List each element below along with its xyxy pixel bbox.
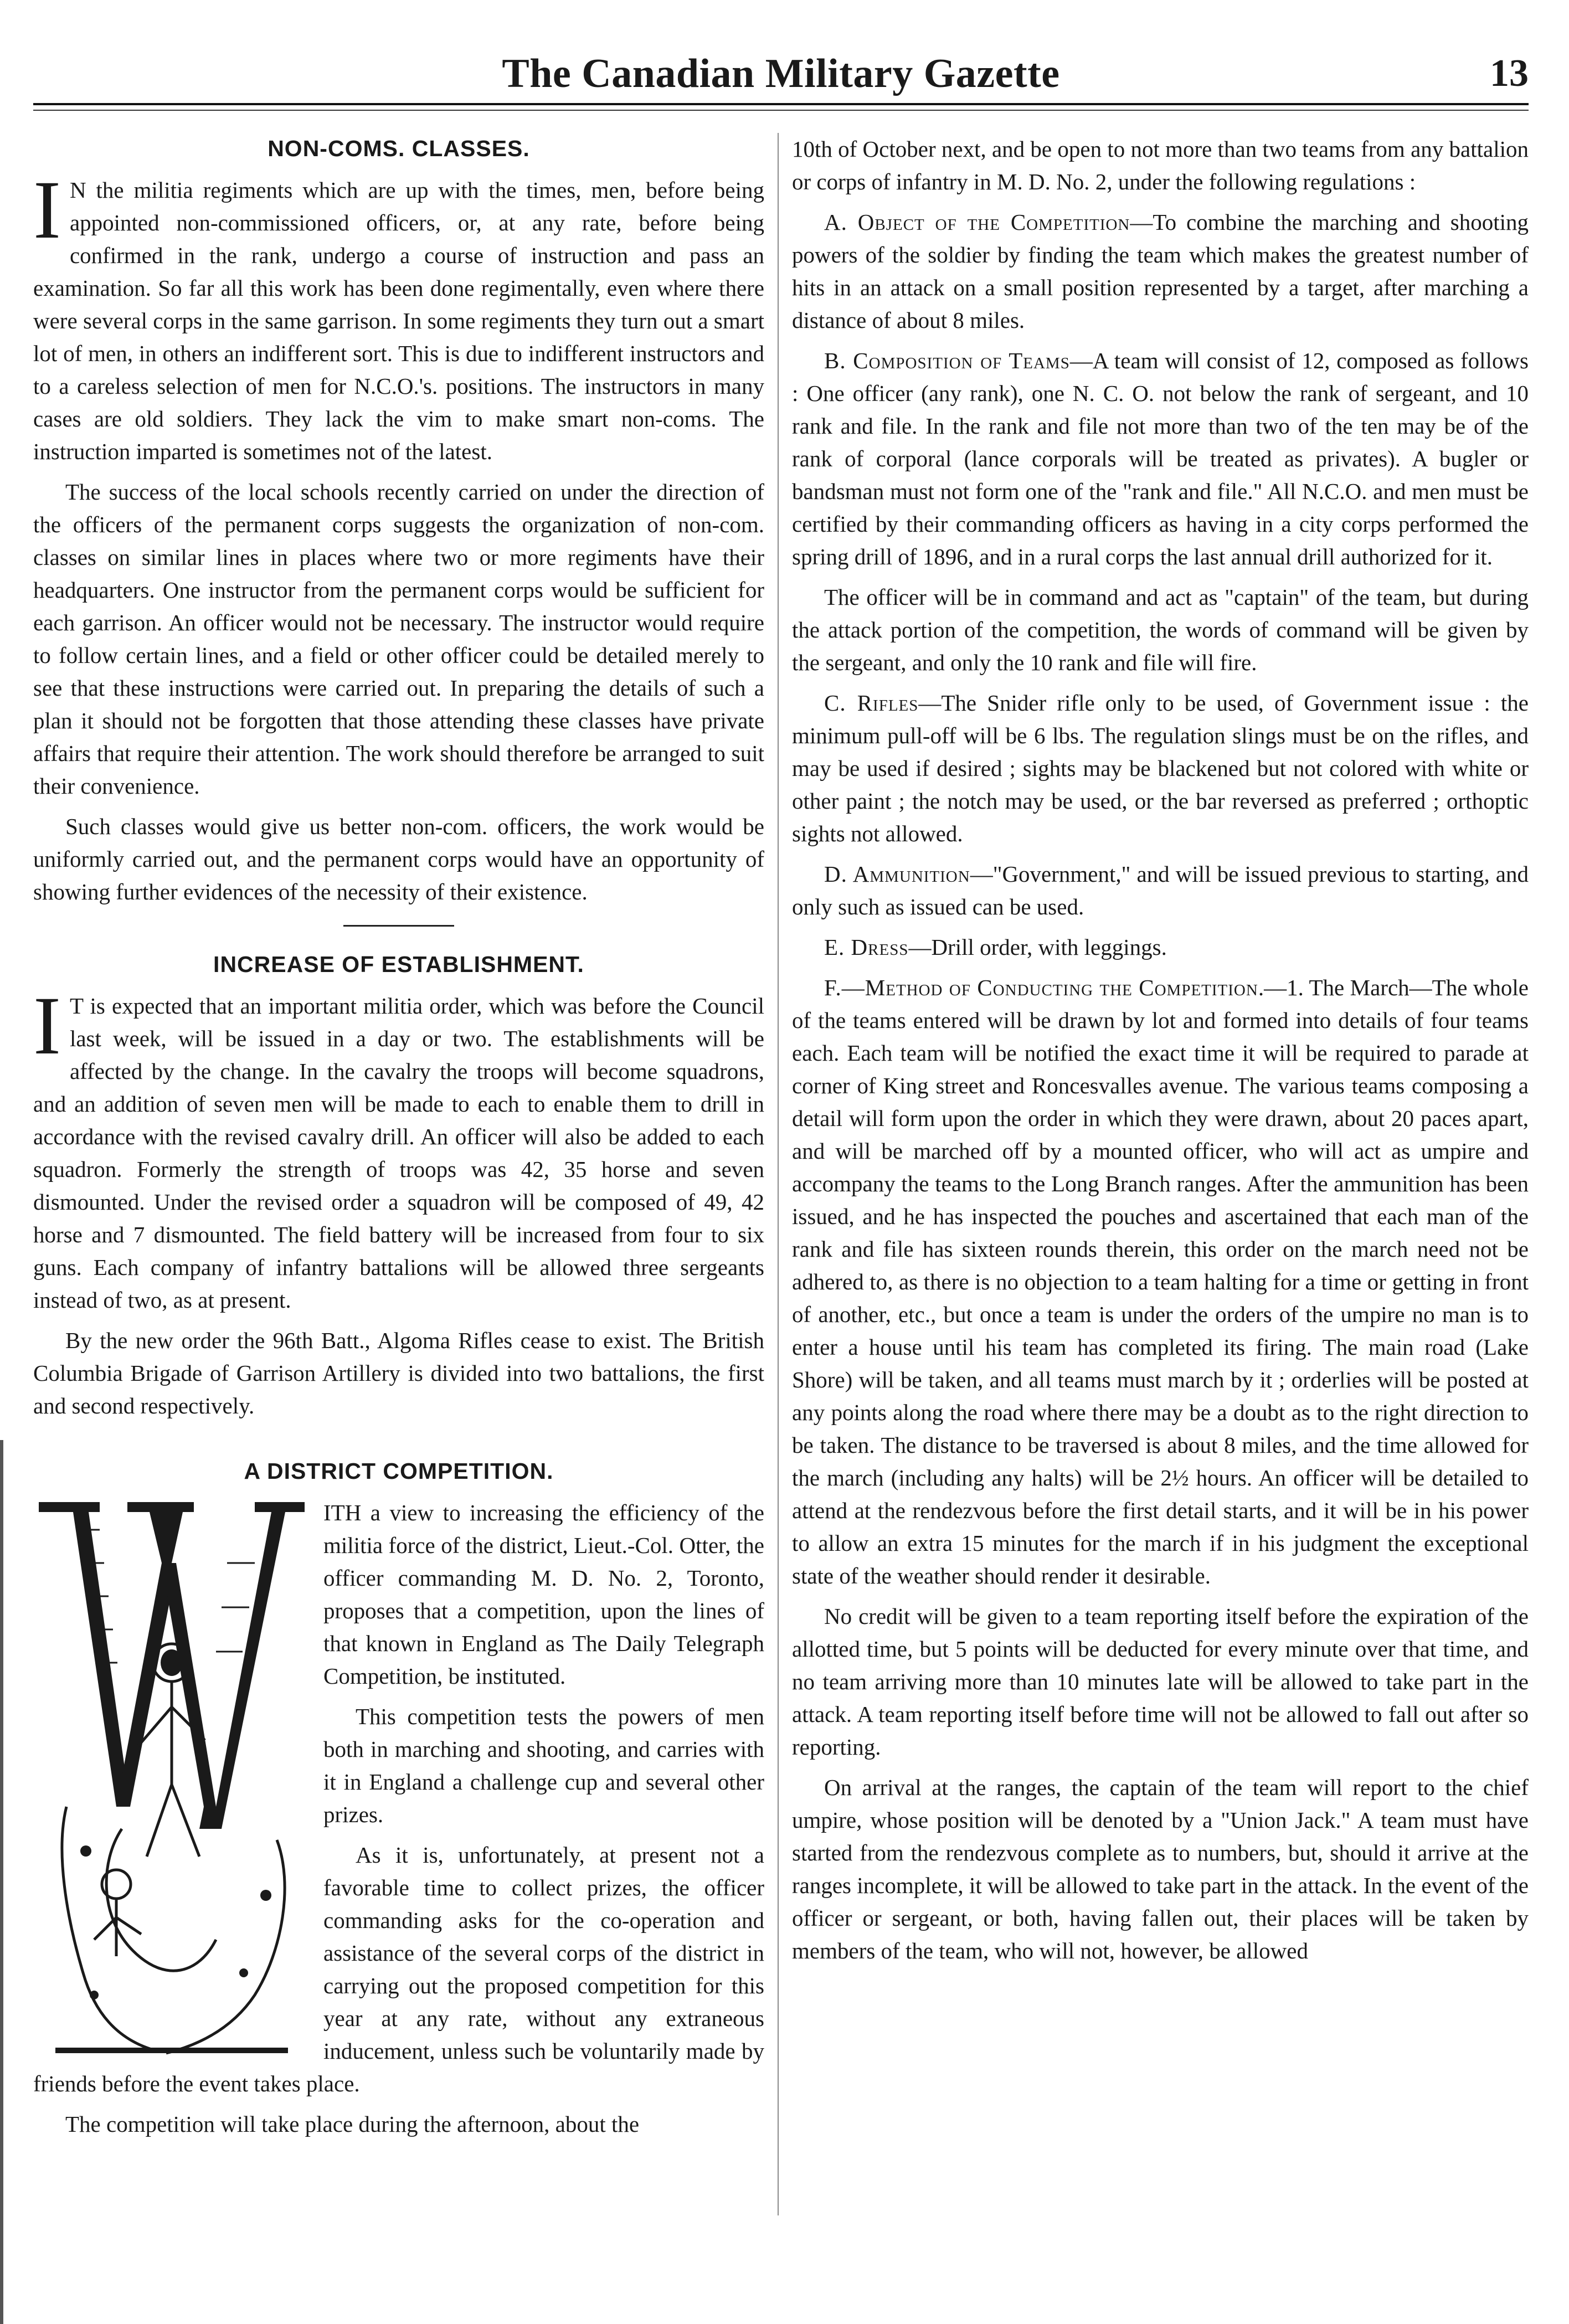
- regulation-text: —To combine the marching and shooting powers of the soldier by finding the team which makes the greatest number of hits in an attack on a small position represented by a target, after marching a distance of about 8 miles.: [792, 209, 1529, 333]
- column-divider: [778, 133, 779, 2215]
- article-paragraph: Such classes would give us better non-com. officers, the work would be uniformly carried out, and the permanent corps would have an opportunity of showing further evidences of the necessity of their existence.: [33, 814, 764, 904]
- article-paragraph: The officer will be in command and act as "captain" of the team, but during the attack portion of the competition, the words of command will be given by the sergeant, and only the 10 rank and file will fire.: [792, 584, 1529, 675]
- section-divider: [343, 925, 454, 927]
- paragraph-text: N the militia regiments which are up with the times, men, before being appointed non-commissioned officers, or, at any rate, before being confirmed in the rank, undergo a course of instruction and pass an examination. So far all this work has been done regimentally, even where there were several corps in the same garrison. In some regiments they turn out a smart lot of men, in others an indifferent sort. This is due to indifferent instructors and to a careless selection of men for N.C.O.'s. positions. The instructors in many cases are old soldiers. They lack the vim to make smart non-coms. The instruction imparted is sometimes not of the latest.: [33, 177, 764, 464]
- header-rule-thick: [33, 103, 1529, 105]
- regulation-text: —The Snider rifle only to be used, of Government issue : the minimum pull-off will be 6 lbs. The regulation slings must be on the rifles, and may be used if desired ; sights may be blackened but not colored with white or other paint ; the notch may be used, or the bar reversed as preferred ; orthoptic sights not allowed.: [792, 690, 1529, 846]
- regulation-text: —"Government," and will be issued previous to starting, and only such as issued can be used.: [792, 861, 1529, 919]
- regulation-e: [792, 931, 1529, 964]
- paragraph-text: T is expected that an important militia order, which was before the Council last week, will be issued in a day or two. The establishments will be affected by the change. In the cavalry the troops will become squadrons, and an addition of seven men will be made to each to enable them to drill in accordance with the revised cavalry drill. An officer will also be added to each squadron. Formerly the strength of troops was 42, 35 horse and seven dismounted. Under the revised order a squadron will be composed of 49, 42 horse and 7 dismounted. The field battery will be increased from four to six guns. Each company of infantry battalions will be allowed three sergeants instead of two, as at present.: [33, 993, 764, 1313]
- article-paragraph: On arrival at the ranges, the captain of the team will report to the chief umpire, whose position will be denoted by a "Union Jack." A team must have started from the rendezvous complete as to numbers, but, should it arrive at the ranges incomplete, it will be allowed to take part in the attack. In the event of the officer or sergeant, or both, having fallen out, their places will be taken by members of the team, who will not, however, be allowed: [792, 1775, 1529, 1963]
- regulation-text: .—1. The March—The whole of the teams entered will be drawn by lot and formed into details of four teams each. Each team will be notified the exact time it will be required to parade at corner of King street and Roncesvalles avenue. The various teams composing a detail will form upon the order in which they were drawn, about 20 paces apart, and will be marched off by a mounted officer, who will act as umpire and accompany the teams to the Long Branch ranges. After the ammunition has been issued, and he has inspected the pouches and ascertained that each man of the rank and file has sixteen rounds therein, this order on the march need not be adhered to, as there is no objection to a team halting for a time or getting in front of another, etc., but once a team is under the orders of the umpire no man is to enter a house until his team has completed its firing. The main road (Lake Shore) will be taken, and all teams must march by it ; orderlies will be posted at any points along the road where there may be a doubt as to the right direction to be taken. The distance to be traversed is about 8 miles, and the time allowed for the march (including any halts) will be 2½ hours. An officer will be detailed to attend at the rendezvous before the first detail starts, and it will be in his power to allow an extra 15 minutes for the march if in his judgment the exceptional state of the weather should render it desirable.: [792, 975, 1529, 1588]
- drop-cap: I: [33, 980, 61, 1072]
- regulation-f: [792, 971, 1529, 1592]
- regulation-label: D. Ammunition: [824, 861, 970, 887]
- article-heading: INCREASE OF ESTABLISHMENT.: [213, 952, 584, 977]
- regulation-label: A. Object of the Competition: [824, 209, 1130, 235]
- article-paragraph: The success of the local schools recently carried on under the direction of the officers of the permanent corps suggests the organization of non-com. classes on similar lines in places where two or more regiments have their headquarters. One instructor from the permanent corps would be sufficient for each garrison. An officer would not be necessary. The instructor would require to follow certain lines, and a field or other officer could be detailed merely to see that these instructions were carried out. In preparing the details of such a plan it should not be forgotten that those attending these classes have private affairs that require their attention. The work should therefore be arranged to suit their convenience.: [33, 479, 764, 799]
- regulation-label: F.—Method of Conducting the Competition: [824, 975, 1258, 1000]
- article-paragraph: By the new order the 96th Batt., Algoma Rifles cease to exist. The British Columbia Brigade of Garrison Artillery is divided into two battalions, the first and second respectively.: [33, 1328, 764, 1418]
- regulation-text: —A team will consist of 12, composed as follows : One officer (any rank), one N. C. O. not below the rank of sergeant, and 10 rank and file. In the rank and file not more than two of the ten may be of the rank of corporal (lance corporals will be treated as privates). A bugler or bandsman must not form one of the "rank and file." All N.C.O. and men must be certified by their commanding officers as having in a city corps performed the spring drill of 1896, and in a rural corps the last annual drill authorized for it.: [792, 348, 1529, 569]
- article-district-competition: [33, 1456, 764, 2141]
- article-paragraph: The competition will take place during the afternoon, about the: [65, 2111, 640, 2137]
- regulation-d: [792, 858, 1529, 923]
- article-increase-of-establishment: [33, 949, 764, 1422]
- regulation-label: E. Dress: [824, 934, 909, 960]
- regulation-a: [792, 206, 1529, 337]
- article-heading: A DISTRICT COMPETITION.: [244, 1458, 554, 1484]
- article-paragraph: No credit will be given to a team reporting itself before the expiration of the allotted time, but 5 points will be deducted for every minute over that time, and no team arriving more than 10 minutes late will be allowed to take part in the attack. A team reporting itself before time will not be allowed to fall out after so reporting.: [792, 1603, 1529, 1760]
- running-header: [33, 49, 1529, 99]
- ornamental-letter-w-illustration-icon: [33, 1497, 310, 2061]
- binding-edge: [0, 1440, 3, 2324]
- regulation-b: [792, 345, 1529, 573]
- right-column: [792, 133, 1529, 2304]
- regulation-label: C. Rifles: [824, 690, 919, 716]
- article-paragraph: [33, 980, 764, 1317]
- article-paragraph: [33, 164, 764, 468]
- article-paragraph: 10th of October next, and be open to not more than two teams from any battalion or corps of infantry in M. D. No. 2, under the following regulations :: [792, 136, 1529, 194]
- article-paragraph: As it is, unfortunately, at present not a favorable time to collect prizes, the officer commanding asks for the co-operation and assistance of the several corps of the district in carrying out the proposed competition for this year at any rate, without any extraneous inducement, unless such be voluntarily made by friends before the event takes place.: [33, 1842, 764, 2096]
- regulation-text: —Drill order, with leggings.: [908, 934, 1167, 960]
- article-heading: NON-COMS. CLASSES.: [267, 136, 530, 161]
- regulation-c: [792, 687, 1529, 850]
- left-column: [33, 133, 764, 2304]
- header-rule-thin: [33, 110, 1529, 111]
- article-non-coms: [33, 133, 764, 908]
- publication-title: The Canadian Military Gazette: [502, 51, 1060, 96]
- article-paragraph: This competition tests the powers of men both in marching and shooting, and carries with it in England a challenge cup and several other prizes.: [323, 1704, 764, 1827]
- page-number: 13: [1490, 52, 1529, 95]
- regulation-label: B. Composition of Teams: [824, 348, 1070, 373]
- drop-cap: I: [33, 164, 61, 256]
- article-paragraph: ITH a view to increasing the efficiency of the militia force of the district, Lieut.-Col. Otter, the officer commanding M. D. No. 2, Toronto, proposes that a competition, upon the lines of that known in England as The Daily Telegraph Competition, be instituted.: [323, 1500, 764, 1689]
